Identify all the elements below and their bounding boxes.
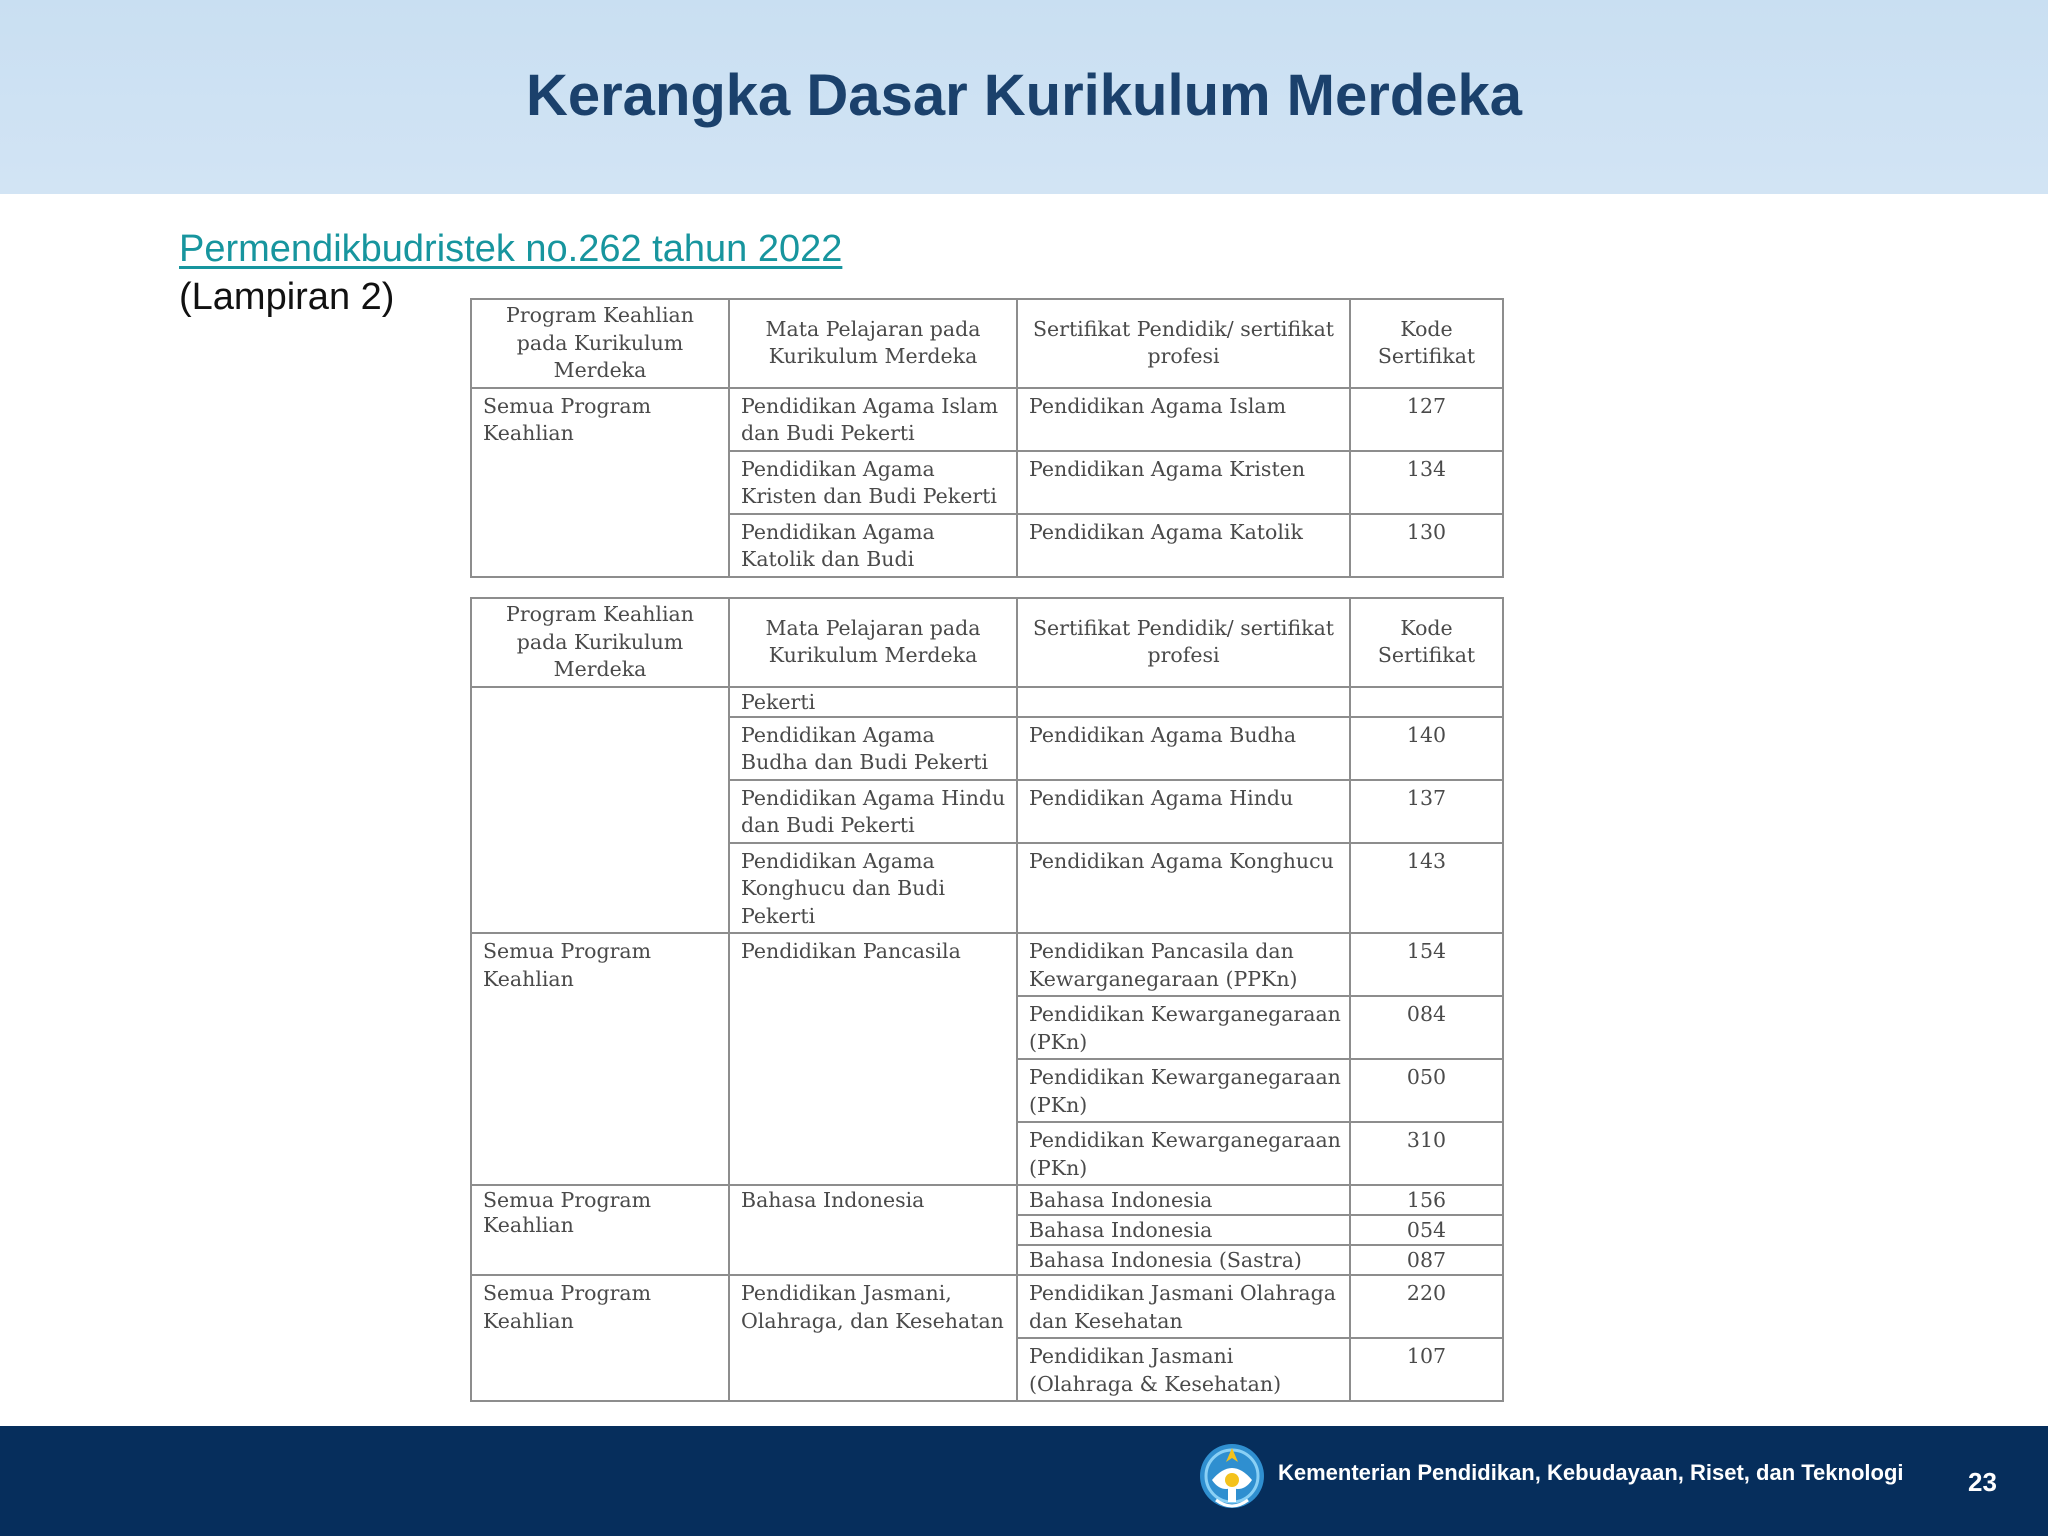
subject-cell: Pendidikan Jasmani, Olahraga, dan Kesehatan bbox=[729, 1275, 1017, 1401]
regulation-link[interactable]: Permendikbudristek no.262 tahun 2022 bbox=[179, 228, 843, 270]
table-row bbox=[471, 687, 1503, 717]
table-row bbox=[471, 933, 1503, 996]
certificate-cell: Pendidikan Kewarganegaraan (PKn) bbox=[1017, 1059, 1350, 1122]
table-row bbox=[471, 1275, 1503, 1338]
code-cell: 127 bbox=[1350, 388, 1503, 451]
code-cell: 050 bbox=[1350, 1059, 1503, 1122]
code-cell: 137 bbox=[1350, 780, 1503, 843]
certificate-table-part-1 bbox=[470, 298, 1502, 578]
certificate-cell: Pendidikan Agama Konghucu bbox=[1017, 843, 1350, 934]
table-header-row bbox=[471, 598, 1503, 687]
header-subject: Mata Pelajaran pada Kurikulum Merdeka bbox=[729, 598, 1017, 687]
certificate-cell: Bahasa Indonesia (Sastra) bbox=[1017, 1245, 1350, 1275]
subject-cell: Pendidikan Agama Katolik dan Budi bbox=[729, 514, 1017, 577]
certificate-cell: Pendidikan Agama Kristen bbox=[1017, 451, 1350, 514]
certificate-cell: Pendidikan Pancasila dan Kewarganegaraan (PPKn) bbox=[1017, 933, 1350, 996]
code-cell: 054 bbox=[1350, 1215, 1503, 1245]
table-row bbox=[471, 388, 1503, 451]
certificate-table-part-2 bbox=[470, 597, 1502, 1402]
page-number: 23 bbox=[1968, 1467, 1997, 1497]
subject-cell: Pendidikan Agama Budha dan Budi Pekerti bbox=[729, 717, 1017, 780]
subject-cell: Pendidikan Agama Hindu dan Budi Pekerti bbox=[729, 780, 1017, 843]
program-cell: Semua Program Keahlian bbox=[471, 1185, 729, 1275]
program-cell: Semua Program Keahlian bbox=[471, 1275, 729, 1401]
certificate-cell: Pendidikan Kewarganegaraan (PKn) bbox=[1017, 996, 1350, 1059]
certificate-cell: Pendidikan Jasmani (Olahraga & Kesehatan) bbox=[1017, 1338, 1350, 1401]
certificate-cell: Pendidikan Agama Katolik bbox=[1017, 514, 1350, 577]
code-cell-empty bbox=[1350, 687, 1503, 717]
code-cell: 143 bbox=[1350, 843, 1503, 934]
code-cell: 087 bbox=[1350, 1245, 1503, 1275]
certificate-cell: Bahasa Indonesia bbox=[1017, 1215, 1350, 1245]
header-certificate: Sertifikat Pendidik/ sertifikat profesi bbox=[1017, 299, 1350, 388]
certificate-cell: Pendidikan Agama Budha bbox=[1017, 717, 1350, 780]
header-code: Kode Sertifikat bbox=[1350, 299, 1503, 388]
table-header-row bbox=[471, 299, 1503, 388]
code-cell: 220 bbox=[1350, 1275, 1503, 1338]
slide-title: Kerangka Dasar Kurikulum Merdeka bbox=[525, 63, 1523, 128]
code-cell: 107 bbox=[1350, 1338, 1503, 1401]
certificate-cell-empty bbox=[1017, 687, 1350, 717]
subject-cell: Pekerti bbox=[729, 687, 1017, 717]
subject-cell: Bahasa Indonesia bbox=[729, 1185, 1017, 1275]
program-cell: Semua Program Keahlian bbox=[471, 933, 729, 1185]
program-cell-empty bbox=[471, 687, 729, 934]
certificate-cell: Pendidikan Jasmani Olahraga dan Kesehatan bbox=[1017, 1275, 1350, 1338]
table-row bbox=[471, 1185, 1503, 1215]
ministry-name: Kementerian Pendidikan, Kebudayaan, Riset, dan Teknologi bbox=[1278, 1460, 1904, 1485]
attachment-label: (Lampiran 2) bbox=[179, 276, 395, 318]
subject-cell: Pendidikan Agama Islam dan Budi Pekerti bbox=[729, 388, 1017, 451]
certificate-cell: Pendidikan Agama Islam bbox=[1017, 388, 1350, 451]
certificate-cell: Pendidikan Agama Hindu bbox=[1017, 780, 1350, 843]
header-certificate: Sertifikat Pendidik/ sertifikat profesi bbox=[1017, 598, 1350, 687]
subject-cell: Pendidikan Agama Kristen dan Budi Pekerti bbox=[729, 451, 1017, 514]
certificate-cell: Bahasa Indonesia bbox=[1017, 1185, 1350, 1215]
tut-wuri-handayani-logo-icon bbox=[1198, 1436, 1266, 1522]
subject-cell: Pendidikan Pancasila bbox=[729, 933, 1017, 1185]
code-cell: 134 bbox=[1350, 451, 1503, 514]
code-cell: 084 bbox=[1350, 996, 1503, 1059]
header-program: Program Keahlian pada Kurikulum Merdeka bbox=[471, 299, 729, 388]
code-cell: 130 bbox=[1350, 514, 1503, 577]
code-cell: 156 bbox=[1350, 1185, 1503, 1215]
code-cell: 310 bbox=[1350, 1122, 1503, 1185]
certificate-cell: Pendidikan Kewarganegaraan (PKn) bbox=[1017, 1122, 1350, 1185]
header-subject: Mata Pelajaran pada Kurikulum Merdeka bbox=[729, 299, 1017, 388]
code-cell: 154 bbox=[1350, 933, 1503, 996]
header-program: Program Keahlian pada Kurikulum Merdeka bbox=[471, 598, 729, 687]
code-cell: 140 bbox=[1350, 717, 1503, 780]
program-cell: Semua Program Keahlian bbox=[471, 388, 729, 577]
header-code: Kode Sertifikat bbox=[1350, 598, 1503, 687]
subject-cell: Pendidikan Agama Konghucu dan Budi Pekerti bbox=[729, 843, 1017, 934]
